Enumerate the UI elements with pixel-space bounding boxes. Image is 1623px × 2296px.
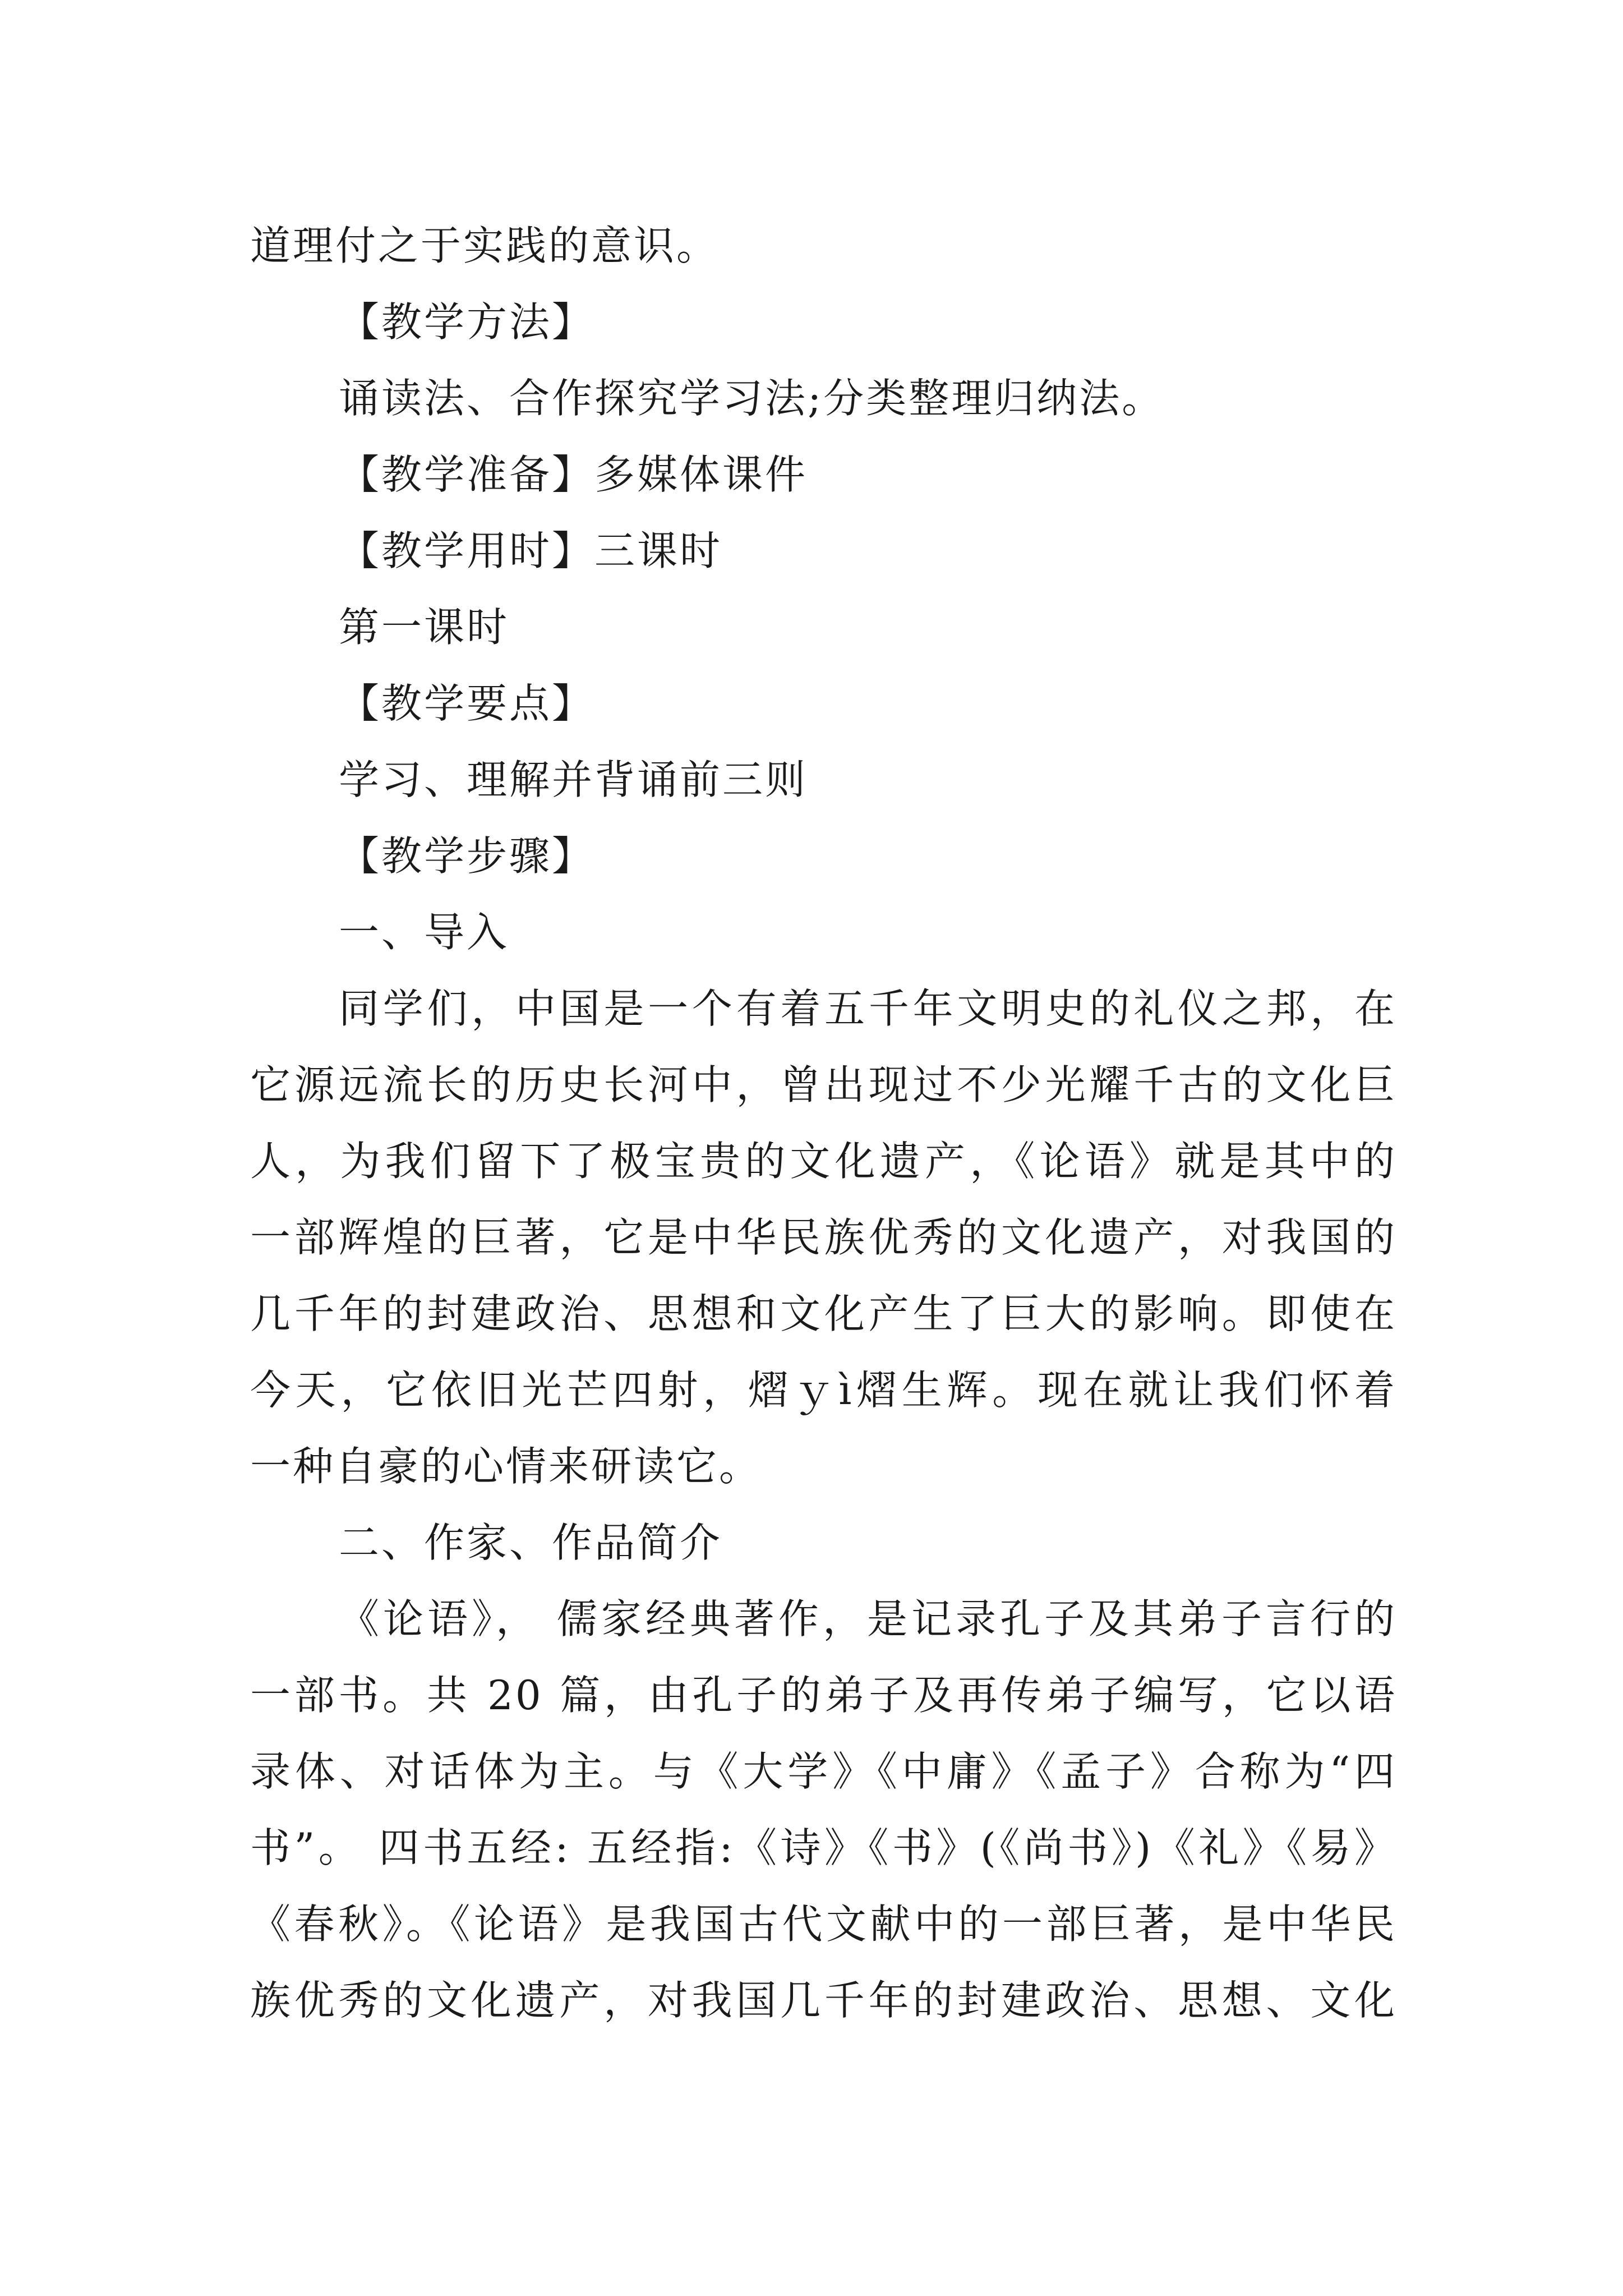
section-heading: 【教学方法】 [339,298,595,346]
section-heading: 【教学步骤】 [339,832,595,880]
paragraph-line: 《论语》， 儒家经典著作，是记录孔子及其弟子言行的 [339,1595,1397,1642]
paragraph-line: 一种自豪的心情来研读它。 [250,1443,762,1490]
step-heading: 一、导入 [339,909,510,956]
paragraph-line: 今天，它依旧光芒四射，熠ｙì熠生辉。现在就让我们怀着 [250,1366,1397,1414]
paragraph-line: 同学们，中国是一个有着五千年文明史的礼仪之邦，在 [339,985,1397,1032]
paragraph-line: 《春秋》。《论语》是我国古代文献中的一部巨著，是中华民 [250,1901,1397,1948]
text-line: 道理付之于实践的意识。 [250,222,720,269]
paragraph-line: 人，为我们留下了极宝贵的文化遗产，《论语》就是其中的 [250,1138,1397,1185]
paragraph-line: 它源远流长的历史长河中，曾出现过不少光耀千古的文化巨 [250,1061,1397,1108]
text-line: 学习、理解并背诵前三则 [339,756,808,803]
section-heading: 【教学准备】多媒体课件 [339,451,808,498]
paragraph-line: 族优秀的文化遗产，对我国几千年的封建政治、思想、文化 [250,1977,1397,2024]
paragraph-line: 录体、对话体为主。与《大学》《中庸》《孟子》合称为“四 [250,1748,1397,1795]
paragraph-line: 一部书。共 20 篇，由孔子的弟子及再传弟子编写，它以语 [250,1672,1397,1719]
text-line: 诵读法、合作探究学习法;分类整理归纳法。 [339,375,1165,422]
section-heading: 【教学要点】 [339,680,595,727]
paragraph-line: 一部辉煌的巨著，它是中华民族优秀的文化遗产，对我国的 [250,1214,1397,1261]
lesson-title: 第一课时 [339,604,510,651]
step-heading: 二、作家、作品简介 [339,1519,723,1566]
section-heading: 【教学用时】三课时 [339,527,723,574]
document-body [250,208,1397,2039]
paragraph-line: 书”。 四书五经: 五经指:《诗》《书》(《尚书》)《礼》《易》 [250,1824,1397,1871]
paragraph-line: 几千年的封建政治、思想和文化产生了巨大的影响。即使在 [250,1290,1397,1337]
